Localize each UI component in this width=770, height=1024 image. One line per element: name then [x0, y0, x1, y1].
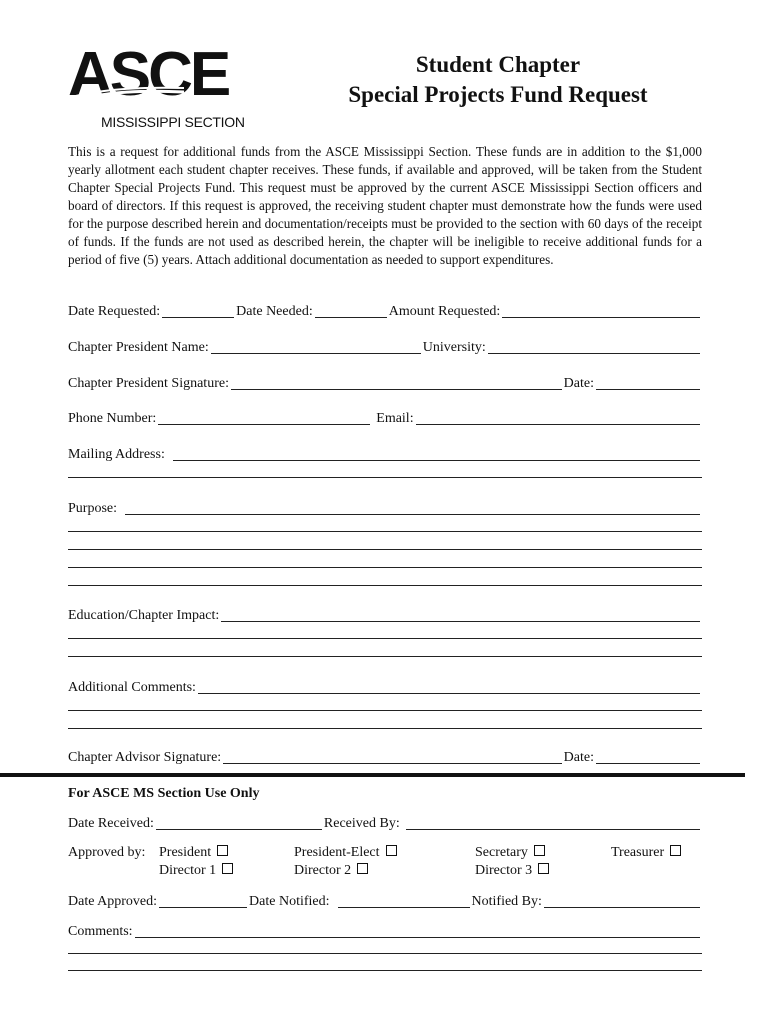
comments-field[interactable] [198, 679, 700, 694]
date-notified-label: Date Notified: [249, 894, 330, 909]
mailing-address-field[interactable] [173, 446, 700, 461]
purpose-label: Purpose: [68, 501, 117, 516]
impact-line-3[interactable] [68, 656, 702, 657]
president-name-label: Chapter President Name: [68, 340, 209, 355]
amount-requested-field[interactable] [502, 303, 700, 318]
treasurer-checkbox[interactable] [670, 845, 681, 856]
received-by-label: Received By: [323, 816, 400, 831]
mailing-address-row [68, 444, 702, 464]
purpose-line-3[interactable] [68, 549, 702, 550]
director2-checkbox[interactable] [357, 863, 368, 874]
director2-option-label: Director 2 [294, 863, 352, 878]
office-use-heading: For ASCE MS Section Use Only [68, 786, 260, 801]
contact-row [68, 408, 702, 428]
email-label: Email: [376, 411, 414, 426]
president-signature-row [68, 373, 702, 393]
section-divider [0, 773, 745, 777]
director1-checkbox[interactable] [222, 863, 233, 874]
advisor-signature-field[interactable] [223, 749, 561, 764]
impact-label: Education/Chapter Impact: [68, 608, 220, 623]
impact-line-2[interactable] [68, 638, 702, 639]
date-received-label: Date Received: [68, 816, 154, 831]
logo-swoosh-icon [66, 86, 186, 108]
date-approved-field[interactable] [159, 893, 247, 908]
phone-field[interactable] [158, 410, 370, 425]
president-checkbox-item[interactable] [159, 844, 228, 862]
page-title-line1: Student Chapter [415, 52, 581, 77]
president-date-label: Date: [563, 376, 594, 391]
date-received-field[interactable] [156, 815, 322, 830]
received-by-field[interactable] [406, 815, 700, 830]
president-elect-option-label: President-Elect [294, 845, 380, 860]
purpose-line-5[interactable] [68, 585, 702, 586]
mailing-address-line-2[interactable] [68, 477, 702, 478]
purpose-field[interactable] [125, 500, 700, 515]
president-row [68, 337, 702, 357]
director3-checkbox[interactable] [538, 863, 549, 874]
comments-line-2[interactable] [68, 710, 702, 711]
dates-row [68, 301, 702, 321]
purpose-row [68, 498, 702, 518]
director1-checkbox-item[interactable] [159, 862, 233, 880]
intro-paragraph: This is a request for additional funds from the ASCE Mississippi Section. These funds are in addition to the $1,000 yearly allotment each student chapter receives. These funds, if available and approved, will be taken from the Student Chapter Special Projects Fund. This request must be approved by the current ASCE Mississippi Section officers and board of directors. If this request is approved, the receiving student chapter must demonstrate how the funds were used for the purpose described herein and documentation/receipts must be provided to the section with 60 days of the receipt of funds. If the funds are not used as described herein, the chapter will be ineligible to receive additional funds for a period of five (5) years. Attach additional documentation as needed to support expenditures. [68, 144, 702, 267]
date-notified-field[interactable] [338, 893, 470, 908]
purpose-line-2[interactable] [68, 531, 702, 532]
comments-line-3[interactable] [68, 728, 702, 729]
logo-subtitle: MISSISSIPPI SECTION [101, 114, 245, 130]
mailing-address-label: Mailing Address: [68, 447, 165, 462]
phone-label: Phone Number: [68, 411, 157, 426]
impact-row [68, 605, 702, 625]
office-comments-line-2[interactable] [68, 953, 702, 954]
university-label: University: [422, 340, 486, 355]
date-requested-field[interactable] [162, 303, 234, 318]
president-name-field[interactable] [211, 339, 421, 354]
director2-checkbox-item[interactable] [294, 862, 368, 880]
comments-label: Additional Comments: [68, 680, 196, 695]
office-comments-line-3[interactable] [68, 970, 702, 971]
office-comments-label: Comments: [68, 924, 133, 939]
amount-requested-label: Amount Requested: [388, 304, 501, 319]
date-requested-label: Date Requested: [68, 304, 161, 319]
approved-by-label: Approved by: [68, 845, 146, 860]
comments-row [68, 677, 702, 697]
asce-logo: ASCE [68, 40, 229, 109]
date-approved-label: Date Approved: [68, 894, 158, 909]
email-field[interactable] [416, 410, 700, 425]
president-signature-label: Chapter President Signature: [68, 376, 229, 391]
office-comments-row [68, 921, 702, 941]
advisor-signature-row [68, 747, 702, 767]
advisor-date-label: Date: [563, 750, 594, 765]
office-comments-field[interactable] [135, 923, 700, 938]
president-signature-field[interactable] [231, 375, 562, 390]
president-elect-checkbox-item[interactable] [294, 844, 397, 862]
advisor-signature-label: Chapter Advisor Signature: [68, 750, 222, 765]
approval-row [68, 891, 702, 911]
president-elect-checkbox[interactable] [386, 845, 397, 856]
date-needed-label: Date Needed: [236, 304, 313, 319]
secretary-checkbox[interactable] [534, 845, 545, 856]
president-checkbox[interactable] [217, 845, 228, 856]
director3-checkbox-item[interactable] [475, 862, 549, 880]
notified-by-field[interactable] [544, 893, 700, 908]
director1-option-label: Director 1 [159, 863, 217, 878]
purpose-line-4[interactable] [68, 567, 702, 568]
impact-field[interactable] [221, 607, 700, 622]
treasurer-checkbox-item[interactable] [611, 844, 681, 862]
advisor-date-field[interactable] [596, 749, 700, 764]
director3-option-label: Director 3 [475, 863, 533, 878]
president-option-label: President [159, 845, 212, 860]
date-needed-field[interactable] [315, 303, 387, 318]
notified-by-label: Notified By: [471, 894, 542, 909]
president-date-field[interactable] [596, 375, 700, 390]
page-title-line2: Special Projects Fund Request [348, 82, 648, 107]
received-row [68, 813, 702, 833]
treasurer-option-label: Treasurer [611, 845, 665, 860]
secretary-option-label: Secretary [475, 845, 528, 860]
secretary-checkbox-item[interactable] [475, 844, 545, 862]
university-field[interactable] [488, 339, 700, 354]
